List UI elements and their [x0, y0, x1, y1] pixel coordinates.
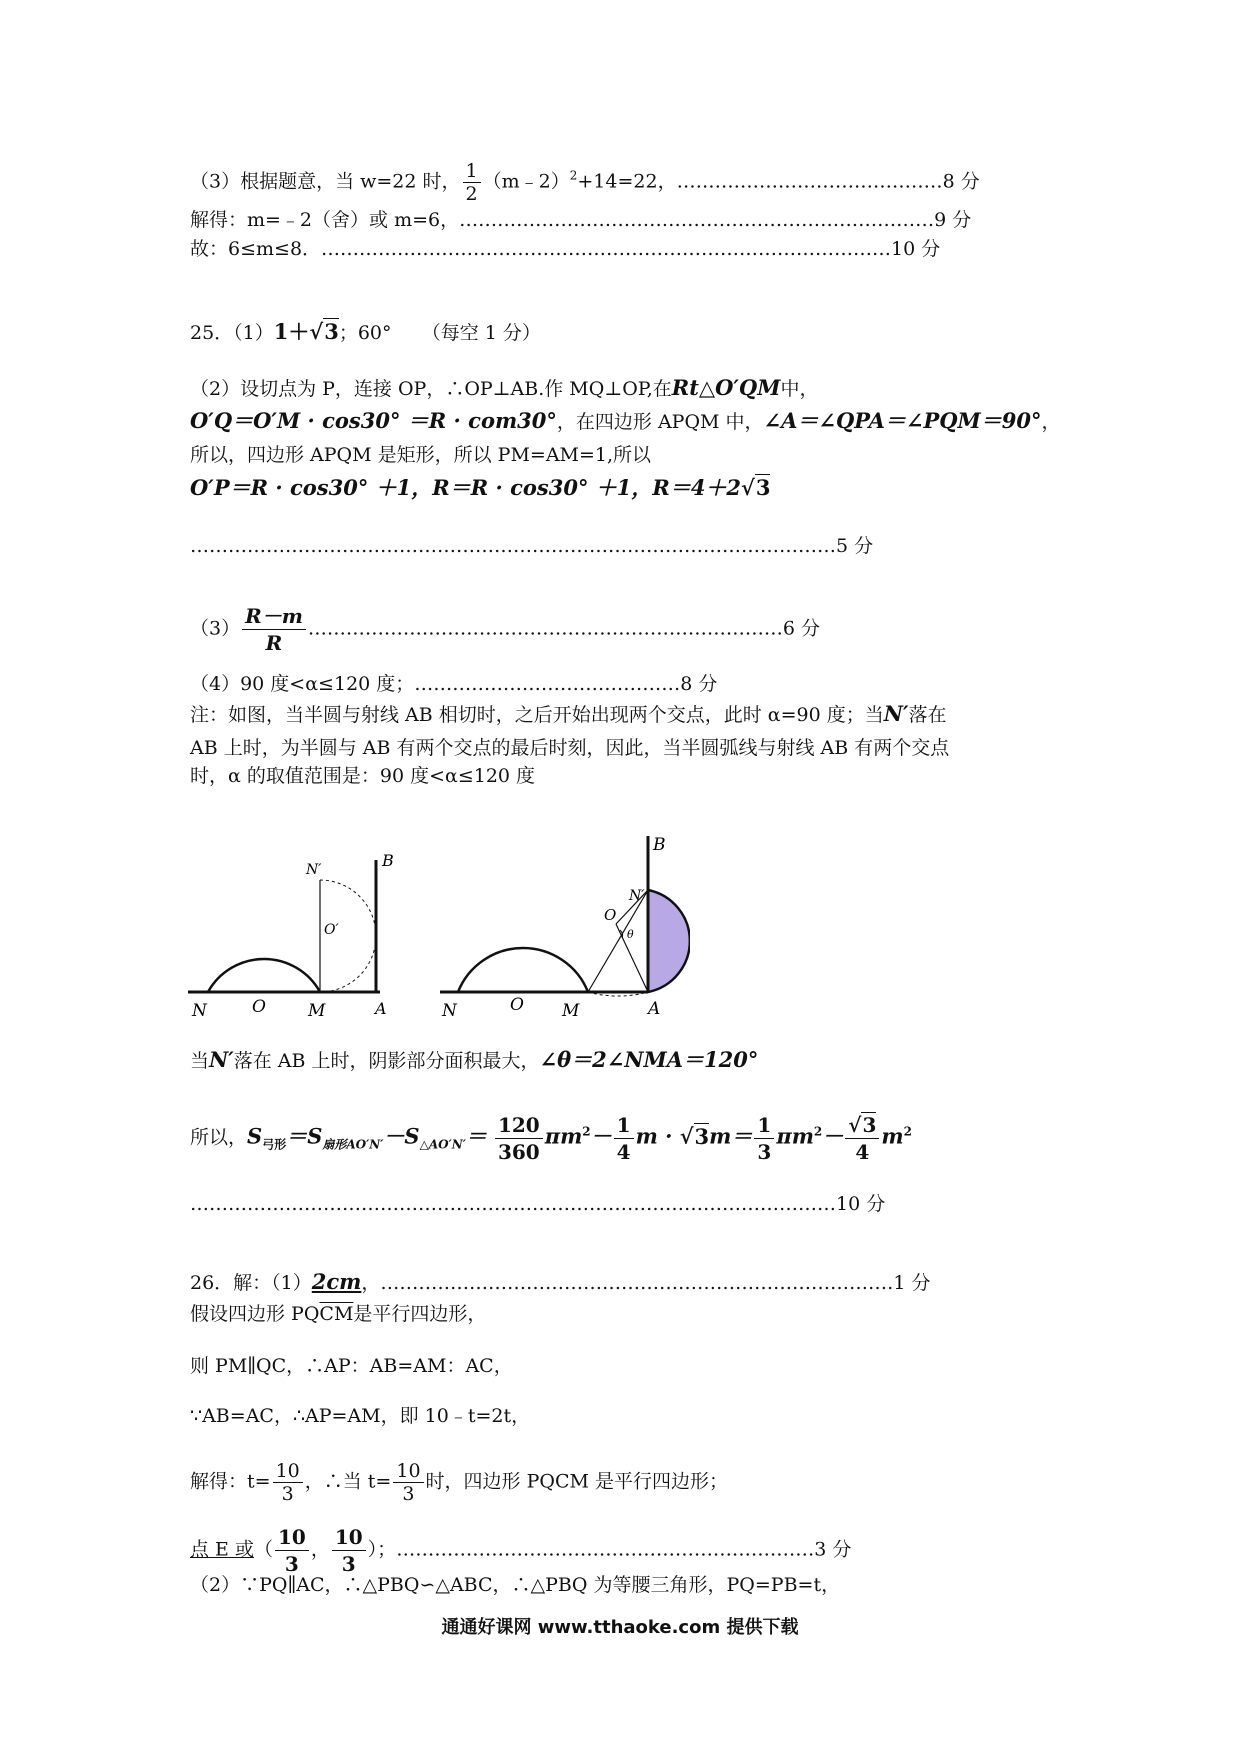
text: 解得：m=﹣2（舍）或 m=6，	[190, 209, 460, 231]
text: 当	[190, 1050, 210, 1072]
fraction	[332, 1524, 366, 1577]
line-24-3	[190, 160, 980, 205]
math: －S	[383, 1123, 420, 1149]
text: 时，α 的取值范围是：90 度<α≤120 度	[190, 765, 536, 787]
dots-score: ………………………………………………………………………………10 分	[321, 238, 941, 260]
line-25-3	[190, 603, 820, 656]
text: ）；	[367, 1538, 397, 1561]
math: Rt	[671, 375, 699, 400]
text: ，∴当 t=	[304, 1470, 392, 1493]
math: πm	[544, 1123, 583, 1149]
text: （m﹣2）	[482, 170, 570, 193]
fig2-label-N: N	[442, 1001, 457, 1021]
line-25-note2	[190, 736, 949, 760]
line-25-note1	[190, 702, 947, 727]
line-25-2d: O′P＝R · cos30° ＋1，R＝R · cos30° ＋1，R＝4＋2√3	[190, 475, 771, 500]
math-root: 3	[862, 1113, 877, 1137]
dots-score: …………………………………………………………………6 分	[307, 617, 821, 640]
line-26-5	[190, 1460, 728, 1505]
fig1-label-M: M	[308, 1001, 326, 1021]
text: 所以，四边形 APQM 是矩形，所以 PM=AM=1,所以	[190, 444, 652, 466]
note: （每空 1 分）	[421, 322, 541, 344]
line-25-score5	[190, 534, 873, 558]
math-root: 3	[324, 319, 339, 344]
text: $\overline{CM}$	[319, 1303, 354, 1325]
fraction	[242, 603, 306, 656]
line-25-2c	[190, 443, 651, 467]
fig2-label-M: M	[562, 1001, 580, 1021]
math: m	[881, 1123, 904, 1149]
text: （4）90 度<α≤120 度；	[190, 673, 415, 695]
text: 是平行四边形，	[353, 1303, 487, 1325]
text: ，	[361, 1272, 381, 1294]
text: 注：如图，当半圆与射线 AB 相切时，之后开始出现两个交点，此时 α=90 度；当	[190, 704, 884, 726]
geometry-figure-2	[430, 830, 690, 1030]
frac-den: 3	[341, 1552, 356, 1576]
frac-num: R－m	[242, 603, 306, 630]
fraction	[275, 1524, 309, 1577]
text: 所以，	[190, 1126, 248, 1149]
text: ，在四边形 APQM 中，	[556, 411, 764, 433]
superscript: 2	[569, 168, 578, 183]
question-number: 25．（1）	[190, 322, 274, 344]
line-25-2b	[190, 409, 1061, 434]
text: 中，	[780, 378, 819, 400]
subscript: 扇形AO′N′	[322, 1137, 384, 1152]
math: ∠θ＝2∠NMA＝120°	[539, 1047, 759, 1072]
dots-score: …………………………………………………………………9 分	[459, 209, 972, 231]
text: ，	[310, 1538, 330, 1561]
dots-score: …………………………………………………………………………………………10 分	[190, 1193, 886, 1215]
line-25-1: 25．（1）1＋√3；60° （每空 1 分）	[190, 319, 541, 344]
superscript: 2	[813, 1124, 823, 1139]
line-25-4	[190, 672, 717, 696]
line-26-2	[190, 1302, 486, 1326]
math: O′P＝R · cos30° ＋1，R＝R · cos30° ＋1，R＝4＋2	[190, 475, 742, 500]
frac-den: 4	[616, 1140, 631, 1164]
frac-den: R	[265, 631, 283, 655]
text: 落在	[908, 704, 947, 726]
frac-num: 10	[273, 1460, 303, 1483]
fig2-label-A: A	[648, 999, 661, 1019]
math: πm	[776, 1123, 814, 1149]
text: ，	[1041, 411, 1061, 433]
text: ；60°	[338, 322, 392, 344]
fig1-label-N: N	[192, 1001, 207, 1021]
frac-den: 2	[465, 183, 478, 205]
frac-den: 3	[402, 1483, 415, 1505]
fig2-label-B: B	[653, 835, 666, 855]
line-26-4	[190, 1404, 530, 1428]
line-24-range	[190, 237, 940, 261]
line-26-1	[190, 1270, 931, 1295]
line-26-3	[190, 1354, 513, 1378]
text: （3）根据题意，当 w=22 时，	[190, 170, 461, 193]
math: m＝	[709, 1123, 753, 1149]
subscript: 弓形	[262, 1137, 287, 1152]
line-25-score10	[190, 1192, 885, 1216]
text: 故：6≤m≤8．	[190, 238, 322, 260]
fig2-label-theta: θ	[627, 928, 634, 941]
math: －	[590, 1123, 612, 1149]
frac-den: 3	[757, 1140, 772, 1164]
math: N′	[883, 701, 909, 726]
dots-score: ……………………………………8 分	[676, 170, 980, 193]
line-26-6	[190, 1524, 851, 1577]
math: ∠A＝∠QPA＝∠PQM＝90°	[763, 408, 1042, 433]
fig1-label-O: O	[252, 997, 266, 1017]
dots-score: …………………………………………………………………………………………5 分	[190, 535, 874, 557]
math: 2cm	[311, 1269, 362, 1294]
math: ＝	[465, 1123, 487, 1149]
math: S	[247, 1123, 263, 1149]
text: 假设四边形 PQ	[190, 1303, 320, 1325]
frac-num: 10	[332, 1524, 366, 1551]
fig1-label-A: A	[375, 999, 387, 1018]
superscript: 2	[582, 1124, 591, 1139]
line-25-max	[190, 1048, 758, 1073]
fig2-label-Op: O	[604, 906, 617, 924]
superscript: 2	[903, 1124, 912, 1139]
frac-num: 1	[754, 1112, 774, 1139]
text: 则 PM∥QC，∴AP：AB=AM：AC，	[190, 1355, 513, 1377]
fraction	[845, 1112, 879, 1165]
text: 落在 AB 上时，阴影部分面积最大，	[233, 1050, 540, 1072]
text: （2）设切点为 P，连接 OP，∴OP⊥AB.作 MQ⊥OP,在	[190, 378, 672, 400]
fraction	[273, 1460, 303, 1505]
math-root: 3	[694, 1123, 710, 1149]
line-25-2a	[190, 376, 818, 401]
text: 点 E 或	[190, 1538, 254, 1561]
fig1-label-B: B	[382, 851, 394, 870]
frac-num: 120	[495, 1112, 543, 1139]
subscript: △AO′N′	[419, 1137, 466, 1152]
fraction	[614, 1112, 634, 1165]
dots-score: ………………………………………………………………………1 分	[380, 1272, 931, 1294]
fraction	[393, 1460, 423, 1505]
line-25-note3	[190, 764, 535, 788]
shaded-segment	[648, 890, 690, 992]
math: ＝S	[286, 1123, 323, 1149]
frac-den: 360	[497, 1140, 540, 1164]
text: （3）	[190, 617, 241, 640]
fig1-label-Np: N′	[306, 862, 322, 878]
geometry-figure-1	[180, 830, 410, 1030]
line-24-solve	[190, 208, 971, 232]
math: 1＋	[273, 319, 310, 344]
dots-score: …………………………………………………………3 分	[396, 1538, 852, 1561]
frac-num: 10	[275, 1524, 309, 1551]
frac-num: 1	[614, 1112, 634, 1139]
line-26-7	[190, 1573, 840, 1597]
fraction	[754, 1112, 774, 1165]
fig1-label-Op: O′	[324, 922, 339, 938]
frac-num: 1	[463, 160, 481, 183]
dots-score: ……………………………………8 分	[414, 673, 718, 695]
math: O′Q＝O′M · cos30° ＝R · com30°	[190, 408, 557, 433]
text: AB 上时，为半圆与 AB 有两个交点的最后时刻，因此，当半圆弧线与射线 AB 有两个交点	[190, 737, 950, 759]
fig2-label-O: O	[510, 995, 524, 1015]
math-root: 3	[755, 475, 771, 500]
text: （	[253, 1538, 273, 1561]
frac-num: 10	[393, 1460, 423, 1483]
math: m ·	[635, 1123, 680, 1149]
text: +14=22，	[577, 170, 677, 193]
text: 26．解：（1）	[190, 1272, 312, 1294]
text: 时，四边形 PQCM 是平行四边形；	[425, 1470, 728, 1493]
math: △O′QM	[698, 375, 781, 400]
frac-den: 3	[284, 1552, 299, 1576]
page-footer: 通通好课网 www.tthaoke.com 提供下载	[441, 1617, 799, 1638]
text: 解得：t=	[190, 1470, 271, 1493]
text: （2）∵PQ∥AC，∴△PBQ∽△ABC，∴△PBQ 为等腰三角形，PQ=PB=t，	[190, 1574, 841, 1596]
frac-den: 3	[281, 1483, 294, 1505]
text: ∵AB=AC，∴AP=AM，即 10﹣t=2t，	[190, 1405, 531, 1427]
math: －	[822, 1123, 844, 1149]
math: N′	[209, 1047, 234, 1072]
fraction	[495, 1112, 543, 1165]
line-25-area-formula: 所以，$S_{弓形}=S_{扇形AO'N'}-S_{\triangle AO'N'}=$ $\frac{120}{360}$ $\pi m^2-$ $\frac{1}{4}$ m · √3m＝ $\frac{1}{3}$ $\pi m^2-$ $\frac{√3}{4}$ $m^2$	[190, 1113, 912, 1164]
frac-num: √3	[845, 1112, 879, 1139]
frac-den: 4	[855, 1140, 870, 1164]
fig2-label-Np: N′	[629, 888, 645, 904]
fraction-half	[463, 160, 481, 205]
